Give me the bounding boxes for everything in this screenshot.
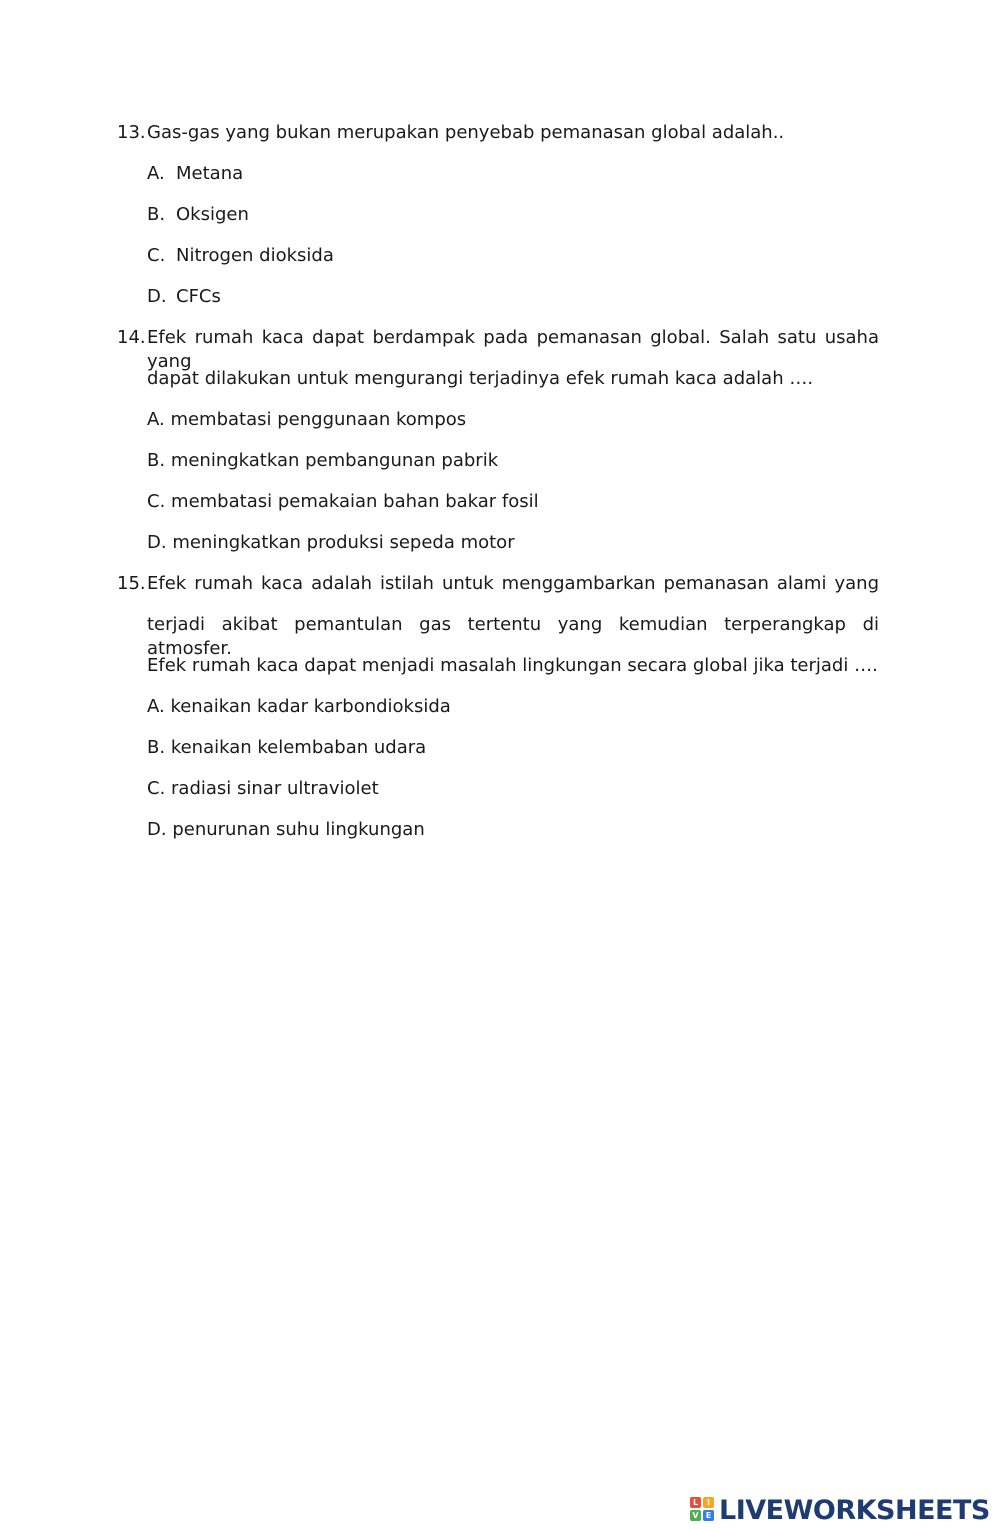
option-d[interactable]	[147, 285, 221, 309]
option-text: membatasi pemakaian bahan bakar fosil	[171, 491, 539, 512]
question-text: dapat dilakukan untuk mengurangi terjadinya efek rumah kaca adalah ….	[147, 368, 814, 389]
option-c[interactable]	[147, 244, 334, 268]
logo-block-e: E	[703, 1510, 714, 1521]
question-text: terjadi akibat pemantulan gas tertentu yang kemudian terperangkap di atmosfer.	[147, 614, 879, 659]
option-text: kenaikan kelembaban udara	[170, 737, 427, 758]
option-letter: A.	[147, 163, 165, 184]
question-text: Efek rumah kaca dapat menjadi masalah lingkungan secara global jika terjadi ….	[147, 655, 878, 676]
question-text: Efek rumah kaca dapat berdampak pada pemanasan global. Salah satu usaha yang	[147, 327, 879, 372]
logo-block-i: I	[703, 1497, 714, 1508]
option-c[interactable]	[147, 777, 379, 801]
option-a[interactable]	[147, 408, 466, 432]
option-letter: C.	[147, 778, 166, 799]
question-number: 13.	[117, 122, 146, 143]
option-text: meningkatkan pembangunan pabrik	[170, 450, 499, 471]
option-letter: D.	[147, 532, 167, 553]
liveworksheets-logo[interactable]	[690, 1490, 990, 1530]
option-b[interactable]	[147, 449, 498, 473]
option-letter: A.	[147, 696, 165, 717]
option-letter: D.	[147, 286, 167, 307]
option-b[interactable]	[147, 203, 249, 227]
option-b[interactable]	[147, 736, 426, 760]
option-text: Oksigen	[176, 204, 249, 225]
option-text: Metana	[176, 163, 244, 184]
option-text: membatasi penggunaan kompos	[170, 409, 467, 430]
logo-block-l: L	[690, 1497, 701, 1508]
liveworksheets-logo-text: LIVEWORKSHEETS	[719, 1494, 990, 1526]
question-number: 15.	[117, 573, 146, 594]
option-text: CFCs	[176, 286, 221, 307]
option-letter: A.	[147, 409, 165, 430]
option-text: radiasi sinar ultraviolet	[171, 778, 379, 799]
question-number: 14.	[117, 327, 146, 348]
option-letter: C.	[147, 491, 166, 512]
option-text: kenaikan kadar karbondioksida	[170, 696, 451, 717]
option-d[interactable]	[147, 531, 515, 555]
question-text: Gas-gas yang bukan merupakan penyebab pemanasan global adalah..	[147, 122, 785, 143]
option-a[interactable]	[147, 162, 243, 186]
question-text: Efek rumah kaca adalah istilah untuk menggambarkan pemanasan alami yang	[147, 573, 879, 594]
option-text: Nitrogen dioksida	[176, 245, 334, 266]
option-text: meningkatkan produksi sepeda motor	[172, 532, 515, 553]
option-letter: D.	[147, 819, 167, 840]
logo-block-v: V	[690, 1510, 701, 1521]
option-letter: C.	[147, 245, 166, 266]
option-letter: B.	[147, 737, 166, 758]
option-letter: B.	[147, 204, 166, 225]
option-a[interactable]	[147, 695, 451, 719]
option-d[interactable]	[147, 818, 425, 842]
liveworksheets-logo-icon	[690, 1497, 716, 1523]
option-text: penurunan suhu lingkungan	[172, 819, 425, 840]
option-letter: B.	[147, 450, 166, 471]
option-c[interactable]	[147, 490, 539, 514]
